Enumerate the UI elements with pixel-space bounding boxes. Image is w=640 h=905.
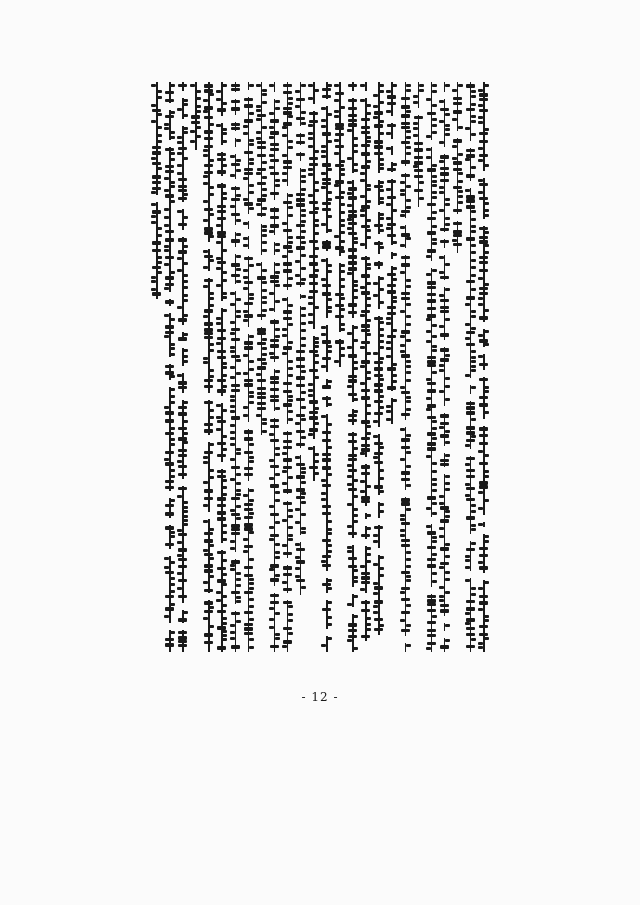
text-column (164, 82, 175, 652)
text-column (386, 82, 397, 424)
text-column (413, 82, 424, 207)
text-column (347, 82, 358, 652)
text-column (243, 82, 254, 652)
text-column (334, 82, 345, 367)
text-column (308, 82, 319, 481)
text-column (426, 82, 437, 652)
text-column (256, 82, 267, 435)
mongolian-text-block (150, 82, 490, 652)
text-column (190, 82, 201, 150)
text-column (373, 82, 384, 635)
text-column (452, 82, 463, 253)
text-column (295, 82, 306, 595)
text-column (282, 82, 293, 652)
text-column (177, 82, 188, 652)
text-column (478, 82, 489, 652)
text-column (439, 82, 450, 652)
text-column (151, 82, 162, 299)
text-column (321, 82, 332, 652)
text-column (465, 82, 476, 652)
text-column (203, 82, 214, 652)
text-column (230, 82, 241, 652)
text-column (269, 82, 280, 652)
text-column (400, 82, 411, 652)
text-column (360, 82, 371, 641)
page-number: - 12 - (301, 690, 339, 704)
text-column (216, 82, 227, 652)
